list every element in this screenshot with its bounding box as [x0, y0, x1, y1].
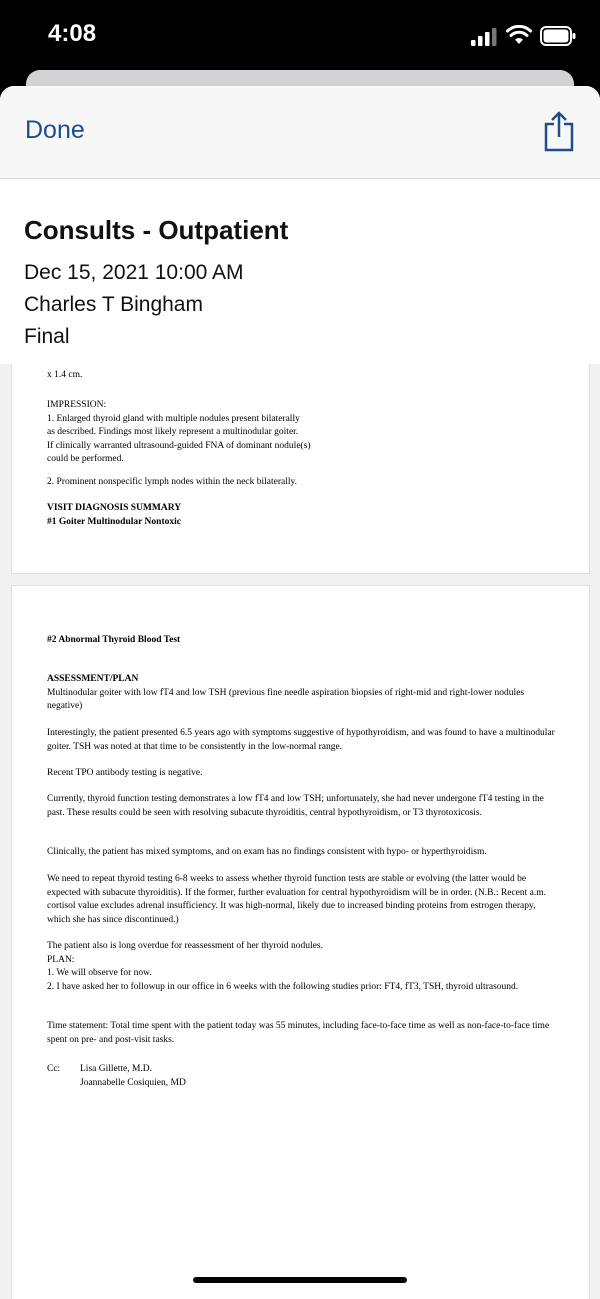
plan-item: 2. I have asked her to followup in our office in 6 weeks with the following studies prior: FT4, fT3, TSH, thyroid ultrasound.	[47, 981, 519, 992]
impression-heading: IMPRESSION:	[47, 400, 107, 410]
status-bar	[0, 0, 600, 72]
document-page	[11, 585, 590, 1299]
status-time: 4:08	[48, 20, 97, 47]
paragraph: The patient also is long overdue for reassessment of her thyroid nodules.	[47, 941, 323, 951]
paragraph: We need to repeat thyroid testing 6-8 weeks to assess whether thyroid function tests are stable or evolving (the latter would be expected with subacute thyroiditis). If the former, further evaluation for central hypothyroidism will be in order. (N.B.: Recent a.m. cortisol value excludes adrenal insufficiency. It was high-normal, likely due to increased binding proteins from estrogen therapy, which she has since discontinued.)	[47, 874, 547, 925]
navigation-bar	[0, 86, 600, 179]
assessment-section	[47, 673, 559, 714]
cut-off-line: x 1.4 cm.	[47, 370, 83, 380]
document-viewer[interactable]	[0, 364, 600, 1299]
document-provider: Charles T Bingham	[24, 293, 203, 316]
document-date: Dec 15, 2021 10:00 AM	[24, 261, 244, 284]
paragraph: Currently, thyroid function testing demonstrates a low fT4 and low TSH; unfortunately, she had never undergone fT4 testing in the past. These results could be seen with resolving subacute thyroiditis, central hypothyroidism, or T3 thyrotoxicosis.	[47, 794, 544, 818]
impression-line: 1. Enlarged thyroid gland with multiple nodules present bilaterally	[47, 413, 300, 424]
paragraph: Recent TPO antibody testing is negative.	[47, 768, 203, 778]
cc-label: Cc:	[47, 1064, 61, 1074]
plan-heading: PLAN:	[47, 954, 75, 965]
document-status: Final	[24, 325, 70, 348]
home-indicator[interactable]	[193, 1277, 407, 1283]
time-statement: Time statement: Total time spent with the patient today was 55 minutes, including face-to-face time as well as non-face-to-face time spent on pre- and post-visit tasks.	[47, 1021, 550, 1045]
done-button[interactable]: Done	[25, 116, 85, 144]
cc-recipient: Joannabelle Cosiquien, MD	[80, 1077, 186, 1088]
document-header	[0, 179, 600, 357]
cc-recipient: Lisa Gillette, M.D.	[80, 1064, 153, 1074]
paragraph: Clinically, the patient has mixed symptoms, and on exam has no findings consistent with hypo- or hyperthyroidism.	[47, 847, 487, 857]
wifi-icon	[506, 25, 532, 45]
battery-icon	[540, 26, 576, 46]
impression-line: could be performed.	[47, 454, 124, 464]
document-page	[11, 364, 590, 574]
diagnosis-1: #1 Goiter Multinodular Nontoxic	[47, 516, 181, 527]
diagnosis-2: #2 Abnormal Thyroid Blood Test	[47, 635, 181, 645]
share-icon[interactable]	[543, 110, 575, 152]
document-title: Consults - Outpatient	[24, 215, 289, 245]
visit-diagnosis-section	[47, 502, 559, 529]
plan-item: 1. We will observe for now.	[47, 968, 152, 978]
impression-section	[47, 399, 559, 467]
plan-section	[47, 940, 559, 994]
impression-line: as described. Findings most likely represent a multinodular goiter.	[47, 427, 299, 437]
paragraph: Multinodular goiter with low fT4 and low TSH (previous fine needle aspiration biopsies of right-mid and right-lower nodules negative)	[47, 687, 525, 711]
impression-line: If clinically warranted ultrasound-guided FNA of dominant nodule(s)	[47, 440, 311, 451]
document-sheet	[0, 86, 600, 1299]
cc-section	[47, 1063, 559, 1090]
cellular-signal-icon	[471, 28, 497, 46]
impression-item-2: 2. Prominent nonspecific lymph nodes within the neck bilaterally.	[47, 477, 298, 487]
visit-diagnosis-heading: VISIT DIAGNOSIS SUMMARY	[47, 503, 182, 513]
assessment-heading: ASSESSMENT/PLAN	[47, 674, 139, 684]
paragraph: Interestingly, the patient presented 6.5 years ago with symptoms suggestive of hypothyroidism, and was found to have a multinodular goiter. TSH was noted at that time to be consistently in the low-normal range.	[47, 728, 555, 752]
